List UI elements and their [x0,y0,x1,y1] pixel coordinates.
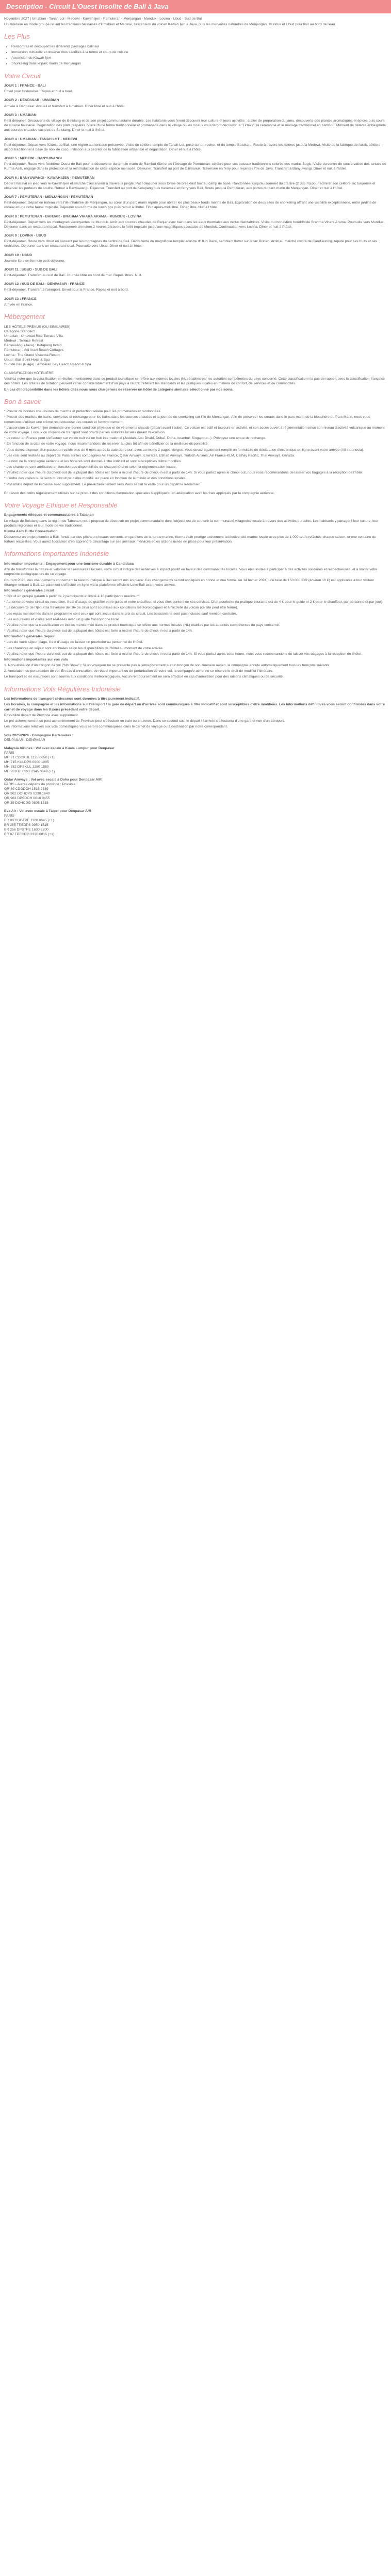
price-note: * Les chambres sont attribuées en fonction des disponibilités de chaque hôtel et selon la réglementation locale. [4,465,177,469]
day-item [4,253,387,263]
classification-note-text: En cas d'indisponibilité dans les hôtels cités nous nous chargerons de réserver un hôtel de catégorie similaire sélectionné par nos soins. [4,387,234,392]
info-item: * Au terme de votre circuit ou excursion, il est d'usage de gratifier votre guide et votre chauffeur, si vous êtes content de ses services. D'un pourboire (la pratique courante est de 4 € pour le guide et 2 € pour le chauffeur, par personne et par jour). [4,600,383,604]
info-item: * Circuit en groupe garanti à partir de 2 participants et limité à 16 participants maximum. [4,595,141,599]
flight-group [4,777,387,806]
regs-text-3: Possibilité départ de Province avec supplément. [4,713,79,717]
price-note: * Possibilité départ de Province avec supplément. Le pré-acheminement vers Paris se fait la veille pour un départ le lendemain. [4,482,202,486]
day-title: JOUR 5 : MEDEWI - BANYUWANGI [4,157,62,161]
day-title: JOUR 12 : SUD DE BALI - DENPASAR - FRANCE [4,282,85,286]
info-list-vols [4,663,387,680]
day-title: JOUR 7 : PEMUTERAN - MENJANGAN - PEMUTERAN [4,195,93,199]
page [0,0,391,851]
price-note: * Prévoir de bonnes chaussures de marche et protection solaire pour les promenades et randonnées. [4,410,161,414]
day-title: JOUR 10 : UBUD [4,253,32,257]
info-text-2: Courant 2025, des changements concernant la taxe touristique à Bali seront mis en place. Ces changements seront appliqués en bonne et due forme. Au 14 février 2024, une taxe de 150 000 IDR (environ 10 €) est applicable à tout visiteur étranger entrant à Bali. Le paiement s'effectue en ligne via la plateforme officielle Love Bali avant votre arrivée. [4,578,374,587]
price-extra-text: En raison des coûts régulièrement utilisés sur ce produit des conditions d'annulation spéciales s'appliquent, en adéquation avec les frais appliqués par la compagnie aérienne. [4,491,275,495]
classification-note [4,387,387,392]
price-note: * Veuillez noter que l'heure du check-out de la plupart des hôtels est fixée à midi et l'heure de check-in est à partir de 14h. Si vous partez après le check-out, nous vous recommandons de laisser vos bagages à la réception de l'hôtel. [4,471,364,475]
price-extra [4,491,387,496]
flight-group [4,809,387,837]
price-note: * Le retour en France peut s'effectuer sur vol de nuit via un hub international (Jeddah, Abu Dhabi, Dubaï, Doha, Istanbul, Singapour...). Prévoyez une tenue de rechange. [4,436,266,440]
day-item [4,195,387,210]
day-description: Petit-déjeuner. Route vers Ubud en passant par les montagnes du centre de Bali. Découverte du magnifique temple lacustre d'Ulun Danu, semblant flotter sur le lac Bratan. Arrêt au marché coloré de Candikuning, réputé pour ses fruits et ses orchidées. Déjeuner dans un restaurant local. Poursuite vers Ubud. Dîner et nuit à l'hôtel. [4,240,378,248]
info-list-circuit [4,594,387,633]
flight-group-title [4,733,387,738]
regs-text-2 [4,702,387,711]
info-title-4: Informations générales Séjour [4,635,55,639]
ethic-title-1: Engagements éthiques et communautaires à Tabanan [4,513,94,517]
regs-text-1 [4,697,387,701]
price-note: * L'ordre des visites ou le sens du circuit peut être modifié sur place en fonction de la météo et des conditions locales. [4,477,187,481]
info-item: 1. Non-utilisation d'un tronçon de vol ("No Show"): Si un voyageur ne se présente pas à l'enregistrement sur un tronçon de son itinéraire aérien, la compagnie annule automatiquement tous les tronçons suivants. [4,664,331,668]
classification-text: Veuillez noter que la classification en étoiles mentionnée dans ce produit touristique se réfère aux normes locales (NL) établies par les autorités compétentes du pays concerné. Cette classification n'a pas de rapport avec la classification française des hôtels. Les critères de notation peuvent varier considérablement d'un pays à l'autre, reflétant les standards et les pratiques locales en matière de confort, de services et de commodités. [4,377,385,386]
day-description: Petit-déjeuner. Transfert à l'aéroport. Envol pour la France. Repas et nuit à bord. [4,288,129,292]
flight-row: PARIS - Autres départs de province : Possible [4,782,76,786]
day-title: JOUR 1 : FRANCE - BALI [4,84,46,88]
flight-group-title [4,777,387,782]
program [4,83,387,307]
flight-row: BR 256 DPSTPE 1630 2200 [4,828,48,832]
price-note: * L'ascension du Kawah Ijen demande une bonne condition physique et de vêtements chauds (départ avant l'aube). Ce volcan est actif et toujours en activité, et son accès ouvert à réglementation selon son niveau d'activité volcanique au moment de votre voyage. Locaux ou moyens de transport sont offerts par les autorités locales durant l'excursion. [4,426,385,434]
hotel-item: Pemuteran : Adi Assri Beach Cottages [4,348,64,352]
price-note: * En fonction de la date de votre voyage, nous recommandons de réserver au plus tôt afin de bénéficier de la meilleure disponibilité. [4,442,209,446]
flight-row: BR 88 CDGTPE 1120 0645 (+1) [4,818,54,822]
hotel-classification [4,371,387,392]
hotels-category: Catégorie Standard [4,329,35,333]
price-note: * Le nom de la compagnie aérienne et les horaires sont donnés à titre indicatif et sont susceptibles d'être modifiés. [4,459,182,463]
info-item: * La découverte de l'Ijen et la traversée de l'île de Java sont soumises aux conditions météorologiques et à l'activité du volcan (ce site peut être fermé). [4,606,238,610]
info-item: * Veuillez noter que l'heure du check-out de la plupart des hôtels est fixée à midi et l'heure de check-in est à partir de 14h. [4,629,193,633]
regs-text-5: Les informations relatives aux vols domestiques vous seront communiquées dans le carnet de voyage ou à destination par notre correspondant. [4,725,228,729]
info-list-sejour [4,640,387,656]
day-description: Petit-déjeuner. Transfert au sud de Bali. Journée libre en bord de mer. Repas libres. Nuit. [4,274,142,278]
title-bar [0,0,391,13]
day-item [4,214,387,230]
ethic [4,513,387,544]
ethic-title-2: Kurma Asih Turtle Conservation [4,529,58,533]
hotel-item: Sud de Bali (Plage) : Amnaran Bay Beach Resort & Spa [4,362,91,366]
info-title-5: Informations importantes sur vos vols [4,657,68,662]
flight-row: BR 87 TPECDG 2330 0815 (+1) [4,833,55,837]
info-item: * Veuillez noter que la classification en étoiles mentionnée dans ce produit touristique se réfère aux normes locales (NL) établies par les autorités compétentes du pays concerné. [4,623,280,627]
flight-row: MH 20 KULCDG 2345 0640 (+1) [4,770,55,774]
day-item [4,282,387,292]
day-item [4,233,387,249]
day-item [4,297,387,307]
flight-row: MH 715 KULDPS 0900 1205 [4,760,49,765]
day-item [4,176,387,191]
flight-group-title-bold: Vols 2025/2026 - Compagnie Partenaires : [4,734,73,738]
day-title: JOUR 6 : BANYUWANGI - KAWAH IJEN - PEMUTERAN [4,176,95,180]
info-item: Le transport et les excursions sont soumis aux conditions météorologiques. Aucun remboursement ne sera effectué en cas d'annulation pour des raisons climatiques ou de sécurité. [4,675,284,679]
day-item [4,137,387,152]
flight-row: QR 962 DOHDPS 0230 1640 [4,792,50,796]
intro-text: Novembre 2027 | Umabian - Tanah Lot - Medewi - Kawah Ijen - Pemuteran - Menjangan - Munduk - Lovina - Ubud - Sud de Bali [4,17,203,21]
info-item: * Lors de votre séjour plage, il est d'usage de laisser un pourboire au personnel de l'hôtel. [4,640,143,645]
day-item [4,113,387,133]
content [0,13,391,851]
section-heading-info: Informations importantes Indonésie [4,550,109,558]
day-item [4,156,387,172]
flight-row: BR 255 TPEDPS 0950 1515 [4,823,48,827]
ethic-text-2: Découvrez un projet pionnier à Bali, fondé par des pêcheurs locaux convertis en gardiens de la tortue marine, Kurma Asih protège activement la biodiversité marine locale avec plus de 1 000 œufs relâchés chaque saison, et une centaine de tortues recueillies. Vous aurez l'occasion d'en apprendre davantage sur ces animaux menacés et les actions mises en place pour leur préservation. [4,535,376,544]
day-title: JOUR 4 : UMABIAN - TANAH LOT - MEDEWI [4,137,77,141]
section-heading-hotels: Hébergement [4,312,45,320]
section-heading-regs: Informations Vols Régulières Indonésie [4,685,121,693]
day-title: JOUR 9 : LOVINA - UBUD [4,234,46,238]
day-title: JOUR 3 : UMABIAN [4,113,37,117]
flight-row: PARIS [4,814,14,818]
plus-item: • Rencontres et découvert les différents paysages balinais [11,44,387,49]
day-description: Petit déjeuner. Découverte du village de Belulang et de son projet communautaire durable. Les habitants vous feront découvrir leur culture et leurs activités : atelier de préparation du jamu, découverte des plantes aromatiques et épices puis cours de cuisine balinaise. Dégustation des plats préparés. Visite d'une ferme traditionnelle et promenade dans le village où les locaux vous feront découvrir le "Tirtaks", la cérémonie et le mariage traditionnel en bambou. Moment de détente et baignade aux sources chaudes sacrées de Belulang. Dîner et nuit à l'hôtel. [4,118,386,132]
section-heading-plus: Les Plus [4,32,30,41]
page-title: Description - Circuit L'Ouest Insolite de Bali à Java [6,3,169,11]
day-title: JOUR 11 : UBUD - SUD DE BALI [4,267,58,272]
plus-item: • Snorkeling dans le parc marin de Menjangan [11,61,387,66]
regs-text-4: Le pré-acheminement ou post-acheminement de Province peut s'effectuer en train ou en avion. Dans ce second cas, le départ / l'arrivée s'effectuera d'une gare et non d'un aéroport. [4,719,285,723]
flight-row: QR 963 DPSDOH 0010 0455 [4,796,50,801]
info-item: * Les repas mentionnés dans le programme sont ceux qui sont inclus dans le prix du circuit. Les boissons ne sont pas incluses sauf mention contraire. [4,612,237,616]
hotel-item: Ubud : Bali Spirit Hotel & Spa [4,358,50,362]
flight-row: QR 39 DOHCDG 0805 1315 [4,801,48,805]
day-item [4,267,387,278]
ethic-text-1: Le village de Belulang dans la région de Tabanan, nous propose de découvrir un projet communautaire dont l'objectif est de soutenir la communauté villageoise locale à travers des activités durables. Les habitants y partagent leur culture, leur produits régionaux et leur mode de vie traditionnel. [4,519,379,528]
flight-group-title-bold: Malaysia Airlines : Vol avec escale à Kuala Lumpur pour Denpasar [4,746,115,750]
flight-group [4,746,387,774]
hotels-intro: LES HÔTELS PRÉVUS (OU SIMILAIRES) [4,325,71,329]
section-heading-price: Bon à savoir [4,397,42,405]
plus-list [4,44,387,66]
flights [4,733,387,837]
day-description: Petit-déjeuner. Route vers l'extrême Ouest de Bali pour la découverte du temple marin de Rambut Siwi et de l'élevage de Pemuteran, célèbre pour ses bateaux traditionnels colorés des marins Bugis. Visite du centre de conservation des tortues de Kurma Asih, engagé dans la protection et la réintroduction de cette espèce menacée. Déjeuner. Transfert au port de Gilimanuk. Traversée en ferry pour rejoindre l'île de Java. Transfert à Banyuwangi. Dîner et nuit à l'hôtel. [4,162,386,171]
day-item [4,83,387,94]
hotel-item: Umabian : Umawati Rice Terrace Villa [4,334,63,338]
day-item [4,98,387,108]
info-title-1: Information importante : Engagement pour une tourisme durable à Candidasa [4,562,134,566]
flight-row: QR 40 CDGDOH 1515 2339 [4,787,48,791]
price-note: * Prévoir des maillots de bains, serviettes et rechange pour les bains dans les sources chaudes et la journée de snorkeling sur l'île de Menjangan. Afin de préserver les coraux dans le parc marin de la biosphère du Parc Marin, nous vous remercions d'utiliser une crème respectueuse des coraux et l'environnement. [4,415,370,424]
regs [4,697,387,729]
regs-text-2-bold: Les horaires, la compagnie et les informations sur l'aéroport / la gare de départ ou d'arrivée sont communiqués à titre indicatif et sont susceptibles d'être modifiées. Les informations définitives vous seront confirmées dans votre carnet de voyage dans les 8 jours précédant votre départ. [4,703,385,711]
day-description: Petit-déjeuner. Départ en bateau vers l'île inhabitée de Menjangan, au cœur d'un parc marin réputé pour abriter les plus beaux fonds marins de Bali. Exploration de deux sites de snorkeling offrant une visibilité exceptionnelle, entre jardins de coraux et une riche faune tropicale. Déjeuner sous forme de lunch box puis retour à l'hôtel. Fin d'après-midi libre. Dîner libre. Nuit à l'hôtel. [4,201,377,210]
price-note: * Les vols sont réalisés au départ de Paris sur les compagnies Air France, Qatar Airways, Emirates, Etihad Airways, Turkish Airlines, Air France-KLM, Cathay Pacific, Thai Airways, Garuda. [4,453,295,457]
plus-item: • Ascension du Kawah Ijen [11,56,387,60]
hotel-item: Medewi : Terrace Retreat [4,339,43,343]
hotel-list [4,334,387,367]
flight-group [4,733,387,742]
flight-row: MH 852 DPSKUL 1250 1550 [4,765,49,769]
classification-title: CLASSIFICATION HÔTELIÈRE [4,371,54,376]
day-description: Journée libre en formule petit-déjeuner. [4,259,66,263]
flight-row: PARIS [4,751,14,755]
day-description: Envol pour l'Indonésie. Repas et nuit à bord. [4,90,73,94]
day-title: JOUR 13 : FRANCE [4,297,37,301]
flight-group-title [4,746,387,751]
info-item: * Veuillez noter que l'heure du check-out de la plupart des hôtels est fixée à midi et l'heure de check-in est à partir de 14h. Si vous partez après cette heure, nous vous recommandons de laisser vos bagages à la réception de l'hôtel. [4,652,362,656]
hotel-item: Lovina : The Grand Vistanita Resort [4,353,60,357]
intro [4,16,387,27]
plus-item: • Immersion culturelle et observe rites sacrifiés à la ferme et cours de cuisine [11,50,387,55]
day-description: Petit-déjeuner. Départ vers l'Ouest de Bali, une région authentique préservée. Visite du célèbre temple de Tanah Lot, posé sur un rocher, et du temple Batukaru. Route à travers les rizières jusqu'à Medewi. Visite de la fabrique de l'arak, célèbre alcool traditionnel à base de noix de coco. Initiation aux secrets de la fabrication artisanale et dégustation. Dîner et nuit à l'hôtel. [4,143,381,151]
hotels [4,325,387,367]
day-description: Arrivée en France. [4,302,33,307]
flight-row: MH 21 CDGKUL 1125 0650 (+1) [4,755,55,759]
flight-row: DENPASAR - DENPASAR [4,738,45,742]
info-item: 2. Annulation ou perturbation de vol: En cas d'annulation, de retard important ou de perturbation de votre vol, la compagnie aérienne se réserve le droit de modifier l'itinéraire. [4,669,273,673]
price-note: * Vous devez disposer d'un passeport valide plus de 6 mois après la date de retour, avec au moins 2 pages vierges. Vous devez également remplir un formulaire de déclaration électronique en ligne avant votre arrivée (All Indonesia). [4,448,364,452]
day-description: Petit-déjeuner. Départ vers les montagnes verdoyantes de Munduk. Arrêt aux sources chaudes de Banjar avec bain dans les eaux thermales aux vertus bienfaitrices. Visite du monastère bouddhiste Brahma Vihara Arama. Poursuite vers Munduk. Déjeuner dans un restaurant local. Randonnée d'environ 2 heures à travers la forêt tropicale jusqu'aux magnifiques cascades de Munduk. Continuation vers Lovina. Dîner et nuit à l'hôtel. [4,220,385,229]
regs-text-1-bold: Les informations de transport ci-dessous sont données à titre purement indicatif. [4,697,140,701]
day-description: Arrivée à Denpasar. Accueil et transfert à Umabian. Dîner libre et nuit à l'hôtel. [4,104,126,108]
day-description: Départ matinal en jeep vers le Kawah Ijen et marche d'ascension à travers la jungle. Petit-déjeuner sous forme de breakfast box au camp de base. Randonnée jusqu'au sommet du cratère (2 385 m) pour admirer son célèbre lac turquoise et observer les porteurs de soufre. Retour à Banyuwangi. Déjeuner. Transfert au port de Ketapang puis traversée en ferry vers Bali. Route jusqu'à Pemuteran, aux portes du parc marin de Menjangan. Dîner et nuit à l'hôtel. [4,181,376,190]
day-title: JOUR 8 : PEMUTERAN - BANJAR - BRAHMA VIHARA ARAMA - MUNDUK - LOVINA [4,214,142,218]
info-title-3: Informations générales circuit [4,588,55,592]
hotel-item: Banyuwangi (Java) : Ketapang Indah [4,344,62,348]
price-notes [4,409,387,486]
info-item: * Les chambres en séjour sont attribuées selon les disponibilités de l'hôtel au moment de votre arrivée. [4,646,164,650]
flight-group-title [4,809,387,814]
info-text-1: Afin de transformer la nature et valoriser les ressources locales, votre circuit intègre des initiatives à impact positif en faveur des communautés locales. Vous êtes invités à participer à des activités solidaires et respectueuses, et à limiter votre empreinte écologique lors de ce voyage. [4,568,378,577]
info [4,562,387,680]
info-item: * Les excursions et visites sont réalisées avec un guide francophone local. [4,617,120,621]
day-title: JOUR 2 : DENPASAR - UMABIAN [4,98,59,103]
section-heading-engagement: Votre Voyage Ethique et Responsable [4,501,118,509]
flight-group-title-bold: Qatar Airways : Vol avec escale à Doha pour Denpasar A/R [4,777,102,782]
section-heading-program: Votre Circuit [4,72,41,80]
flight-group-title-bold: Eva Air : Vol avec escale à Taipei pour Denpasar A/R [4,809,91,813]
intro-text: Un itinéraire en mode groupe reliant les traditions balinaises d'Umabian et Medewi, l'ascension du volcan Kawah Ijen à Java, puis les merveilles naturelles de Menjangan, Munduk et Ubud pour finir au bord de l'eau. [4,23,336,27]
